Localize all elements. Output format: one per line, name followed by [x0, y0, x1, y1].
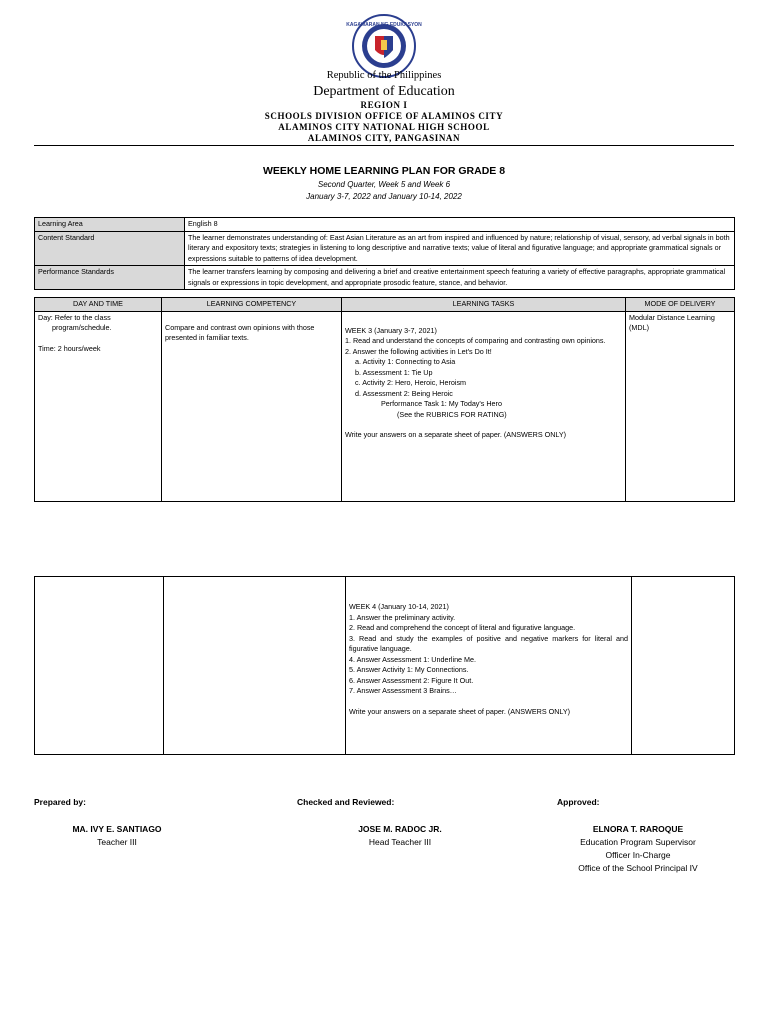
- standards-table: [34, 217, 735, 290]
- week3-rubric-note: (See the RUBRICS FOR RATING): [397, 409, 507, 419]
- svg-text:KAGAWARAN NG EDUKASYON: KAGAWARAN NG EDUKASYON: [346, 22, 422, 28]
- checked-by-label: Checked and Reviewed:: [297, 797, 395, 807]
- header-delivery: MODE OF DELIVERY: [626, 298, 735, 312]
- content-standard-value: The learner demonstrates understanding of: East Asian Literature as an art from inspired and influenced by nature; relationship of visual, sensory, ad verbal signals in both literary and expository texts; strategies in listening to long descriptive and narrative texts; value of literal and figurative language; and appropriate grammatical signals or expressions suitable to patterns of idea development.: [185, 231, 735, 266]
- table-row: [35, 218, 735, 232]
- prepared-by-label: Prepared by:: [34, 797, 86, 807]
- prepared-name: MA. IVY E. SANTIAGO: [72, 824, 162, 834]
- checked-title: Head Teacher III: [368, 837, 432, 847]
- week3-item-1: 1. Read and understand the concepts of comparing and contrasting own opinions.: [345, 336, 606, 345]
- division-line: SCHOOLS DIVISION OFFICE OF ALAMINOS CITY: [264, 111, 504, 121]
- day-time-cell: [35, 311, 162, 501]
- tasks-cell-week4: [346, 577, 632, 755]
- delivery-text: Modular Distance Learning (MDL): [629, 312, 715, 332]
- tasks-cell-week3: [342, 311, 626, 501]
- header-tasks: LEARNING TASKS: [342, 298, 626, 312]
- week4-item-6: 6. Answer Assessment 2: Figure It Out.: [349, 675, 474, 685]
- competency-text: Compare and contrast own opinions with those presented in familiar texts.: [165, 322, 315, 342]
- performance-standards-value: The learner transfers learning by composing and delivering a brief and creative entertainment speech featuring a variety of effective paragraphs, appropriate grammatical signals or expressions in topic development, and appropriate prosodic feature, stance, and behavior.: [185, 266, 735, 290]
- week3-write-note: Write your answers on a separate sheet of paper. (ANSWERS ONLY): [345, 430, 567, 439]
- time-text: Time: 2 hours/week: [38, 343, 101, 353]
- prepared-by-block: [50, 823, 184, 849]
- approved-name: ELNORA T. RAROQUE: [592, 824, 684, 834]
- header-competency: LEARNING COMPETENCY: [162, 298, 342, 312]
- week3-item-b: b. Assessment 1: Tie Up: [355, 367, 433, 377]
- week4-write-note: Write your answers on a separate sheet of paper. (ANSWERS ONLY): [349, 706, 571, 716]
- table-row: [35, 266, 735, 290]
- week3-performance-task: Performance Task 1: My Today's Hero: [381, 399, 502, 408]
- republic-line: Republic of the Philippines: [326, 70, 442, 81]
- week4-item-4: 4. Answer Assessment 1: Underline Me.: [349, 654, 477, 664]
- delivery-cell-empty: [632, 577, 735, 755]
- table-header-row: [35, 298, 735, 312]
- week4-item-7: 7. Answer Assessment 3 Brains…: [349, 686, 457, 695]
- week3-item-d: d. Assessment 2: Being Heroic: [355, 388, 453, 398]
- school-line: ALAMINOS CITY NATIONAL HIGH SCHOOL: [278, 122, 490, 132]
- header-divider: [34, 145, 734, 146]
- day-text-2: program/schedule.: [52, 323, 112, 332]
- day-text: Day: Refer to the class: [38, 312, 111, 322]
- week3-item-c: c. Activity 2: Hero, Heroic, Heroism: [355, 378, 467, 387]
- region-line: REGION I: [360, 100, 408, 110]
- week4-item-2: 2. Read and comprehend the concept of literal and figurative language.: [349, 623, 576, 632]
- day-time-cell-empty: [35, 577, 164, 755]
- week3-heading: WEEK 3 (January 3-7, 2021): [345, 325, 437, 335]
- table-row: [35, 231, 735, 266]
- learning-plan-table-continued: [34, 576, 735, 755]
- approved-title-3: Office of the School Principal IV: [578, 863, 698, 873]
- learning-plan-table: [34, 297, 735, 502]
- performance-standards-label: Performance Standards: [35, 266, 185, 290]
- plan-dates: January 3-7, 2022 and January 10-14, 2022: [306, 192, 462, 201]
- checked-name: JOSE M. RADOC JR.: [358, 824, 442, 834]
- approved-title-1: Education Program Supervisor: [580, 837, 696, 847]
- competency-cell: [162, 311, 342, 501]
- approved-title-2: Officer In-Charge: [605, 850, 671, 860]
- table-row: [35, 577, 735, 755]
- deped-seal: [346, 14, 422, 78]
- header-day-time: DAY AND TIME: [35, 298, 162, 312]
- competency-cell-empty: [164, 577, 346, 755]
- learning-area-value: English 8: [185, 218, 735, 232]
- delivery-cell: [626, 311, 735, 501]
- content-standard-label: Content Standard: [35, 231, 185, 266]
- plan-quarter: Second Quarter, Week 5 and Week 6: [317, 180, 451, 189]
- checked-by-block: [330, 823, 470, 849]
- week4-item-5: 5. Answer Activity 1: My Connections.: [349, 665, 469, 674]
- table-row: [35, 311, 735, 501]
- plan-title: WEEKLY HOME LEARNING PLAN FOR GRADE 8: [262, 165, 506, 177]
- week4-item-1: 1. Answer the preliminary activity.: [349, 612, 456, 622]
- week4-heading: WEEK 4 (January 10-14, 2021): [349, 602, 449, 611]
- prepared-title: Teacher III: [97, 837, 137, 847]
- week4-item-3: 3. Read and study the examples of positive and negative markers for literal and figurative language.: [349, 633, 628, 653]
- week3-item-a: a. Activity 1: Connecting to Asia: [355, 357, 456, 366]
- learning-area-label: Learning Area: [35, 218, 185, 232]
- approved-by-block: [548, 823, 728, 875]
- address-line: ALAMINOS CITY, PANGASINAN: [307, 133, 461, 143]
- week3-item-2: 2. Answer the following activities in Let's Do It!: [345, 346, 492, 356]
- approved-by-label: Approved:: [557, 797, 600, 807]
- department-title: Department of Education: [313, 84, 455, 99]
